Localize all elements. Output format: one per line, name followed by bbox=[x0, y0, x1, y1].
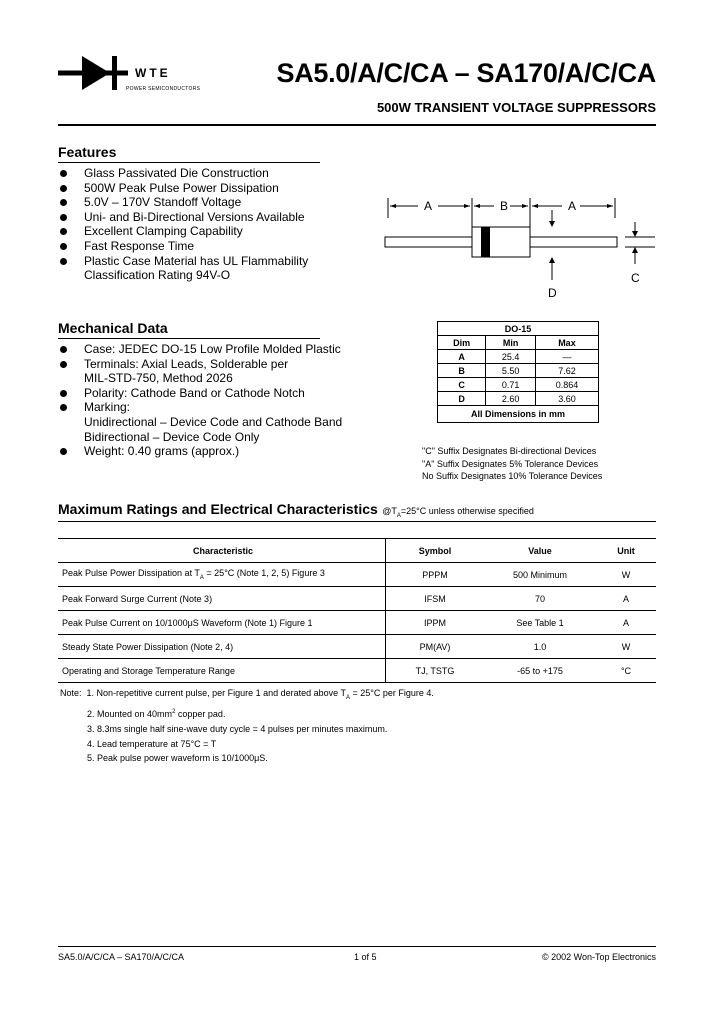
feature-item: Glass Passivated Die Construction bbox=[58, 166, 358, 181]
bullet-icon bbox=[60, 243, 67, 250]
bullet-icon bbox=[60, 258, 67, 265]
feature-item: 500W Peak Pulse Power Dissipation bbox=[58, 181, 358, 196]
bullet-icon bbox=[60, 228, 67, 235]
bullet-icon bbox=[60, 448, 67, 455]
ratings-table bbox=[58, 538, 656, 683]
note: 1. Non-repetitive current pulse, per Figure 1 and derated above $T_A = 25^\circ C$ per Figure 4. bbox=[86, 688, 434, 701]
notes-block bbox=[60, 686, 434, 766]
feature-item: Plastic Case Material has UL Flammability bbox=[58, 254, 358, 269]
features-rule bbox=[58, 162, 320, 163]
ratings-row: Operating and Storage Temperature Range TJ, TSTG -65 to +175 °C bbox=[58, 659, 656, 683]
bullet-icon bbox=[60, 214, 67, 221]
dimension-table bbox=[437, 321, 599, 423]
note: 3. 8.3ms single half sine-wave duty cycle = 4 pulses per minutes maximum. bbox=[87, 723, 388, 734]
title-rule bbox=[58, 124, 656, 126]
ratings-rule bbox=[58, 521, 656, 522]
ratings-row: Steady State Power Dissipation (Note 2, 4) PM(AV) 1.0 W bbox=[58, 635, 656, 659]
bullet-icon bbox=[60, 361, 67, 368]
bullet-icon bbox=[60, 185, 67, 192]
dimension-table-title: DO-15 bbox=[438, 322, 599, 336]
bullet-icon bbox=[60, 346, 67, 353]
bullet-icon bbox=[60, 404, 67, 411]
dim-row: C 0.71 0.864 bbox=[438, 378, 599, 392]
ratings-condition: $@T_A=25^\circ C$ unless otherwise specified bbox=[382, 506, 534, 519]
ratings-row: Peak Pulse Current on 10/1000μS Waveform (Note 1) Figure 1 IPPM See Table 1 A bbox=[58, 611, 656, 635]
suffix-note: "C" Suffix Designates Bi-directional Devices bbox=[422, 446, 597, 456]
features-list bbox=[58, 166, 358, 283]
dim-header: Max bbox=[535, 336, 598, 350]
mechanical-item: Polarity: Cathode Band or Cathode Notch bbox=[58, 386, 398, 401]
dim-header: Min bbox=[486, 336, 536, 350]
logo-text: WTE bbox=[135, 66, 171, 80]
notes-label: Note: bbox=[60, 688, 82, 698]
mechanical-item-continued: Bidirectional – Device Code Only bbox=[84, 429, 260, 444]
ratings-row: Peak Forward Surge Current (Note 3) IFSM 70 A bbox=[58, 587, 656, 611]
footer-copyright: © 2002 Won-Top Electronics bbox=[541, 952, 656, 962]
note: 4. Lead temperature at 75°C = T bbox=[87, 738, 217, 749]
dim-row: D 2.60 3.60 bbox=[438, 392, 599, 406]
bullet-icon bbox=[60, 170, 67, 177]
bullet-icon bbox=[60, 390, 67, 397]
suffix-notes bbox=[422, 445, 602, 483]
mechanical-item: Case: JEDEC DO-15 Low Profile Molded Plastic bbox=[58, 342, 398, 357]
footer-page: 1 of 5 bbox=[354, 952, 377, 962]
package-diagram bbox=[380, 192, 660, 302]
dim-label-c: C bbox=[631, 271, 640, 285]
mechanical-rule bbox=[58, 338, 320, 339]
mechanical-item-continued: Unidirectional – Device Code and Cathode Band bbox=[84, 414, 343, 429]
feature-item-continued: Classification Rating 94V-O bbox=[84, 268, 231, 283]
bullet-icon bbox=[60, 199, 67, 206]
mechanical-item: Weight: 0.40 grams (approx.) bbox=[58, 444, 398, 459]
dimension-table-footer: All Dimensions in mm bbox=[438, 406, 599, 423]
dim-label-d: D bbox=[548, 286, 557, 300]
logo-subtext: POWER SEMICONDUCTORS bbox=[126, 86, 201, 92]
note: 5. Peak pulse power waveform is 10/1000μS. bbox=[87, 753, 268, 764]
page-subtitle: 500W TRANSIENT VOLTAGE SUPPRESSORS bbox=[376, 100, 656, 115]
mechanical-item: Terminals: Axial Leads, Solderable per bbox=[58, 357, 398, 372]
ratings-row: Peak Pulse Power Dissipation at $T_A = 25^\circ C$ (Note 1, 2, 5) Figure 3 PPPM 500 Minimum W bbox=[58, 563, 656, 587]
mechanical-list bbox=[58, 342, 398, 459]
mechanical-item-continued: MIL-STD-750, Method 2026 bbox=[84, 371, 233, 386]
ratings-header-row: Characteristic Symbol Value Unit bbox=[58, 539, 656, 563]
dim-label-b: B bbox=[500, 199, 509, 213]
feature-item: Fast Response Time bbox=[58, 239, 358, 254]
suffix-note: No Suffix Designates 10% Tolerance Devices bbox=[422, 471, 603, 481]
page-title: SA5.0/A/C/CA – SA170/A/C/CA bbox=[276, 58, 656, 88]
footer-rule bbox=[58, 946, 656, 947]
mechanical-item: Marking: bbox=[58, 400, 398, 415]
mechanical-heading: Mechanical Data bbox=[58, 320, 168, 336]
dim-row: A 25.4 — bbox=[438, 350, 599, 364]
feature-item: 5.0V – 170V Standoff Voltage bbox=[58, 195, 358, 210]
ratings-heading: Maximum Ratings and Electrical Characteristics bbox=[58, 501, 378, 517]
suffix-note: "A" Suffix Designates 5% Tolerance Devices bbox=[422, 458, 599, 469]
dim-header: Dim bbox=[438, 336, 486, 350]
dim-row: B 5.50 7.62 bbox=[438, 364, 599, 378]
feature-item: Uni- and Bi-Directional Versions Available bbox=[58, 210, 358, 225]
note: 2. Mounted on $40mm^2$ copper pad. bbox=[87, 709, 226, 720]
dim-label-a1: A bbox=[424, 199, 433, 213]
ratings-heading-row bbox=[58, 501, 534, 519]
dim-label-a2: A bbox=[568, 199, 577, 213]
footer-left: SA5.0/A/C/CA – SA170/A/C/CA bbox=[58, 952, 185, 962]
features-heading: Features bbox=[58, 144, 117, 160]
feature-item: Excellent Clamping Capability bbox=[58, 224, 358, 239]
